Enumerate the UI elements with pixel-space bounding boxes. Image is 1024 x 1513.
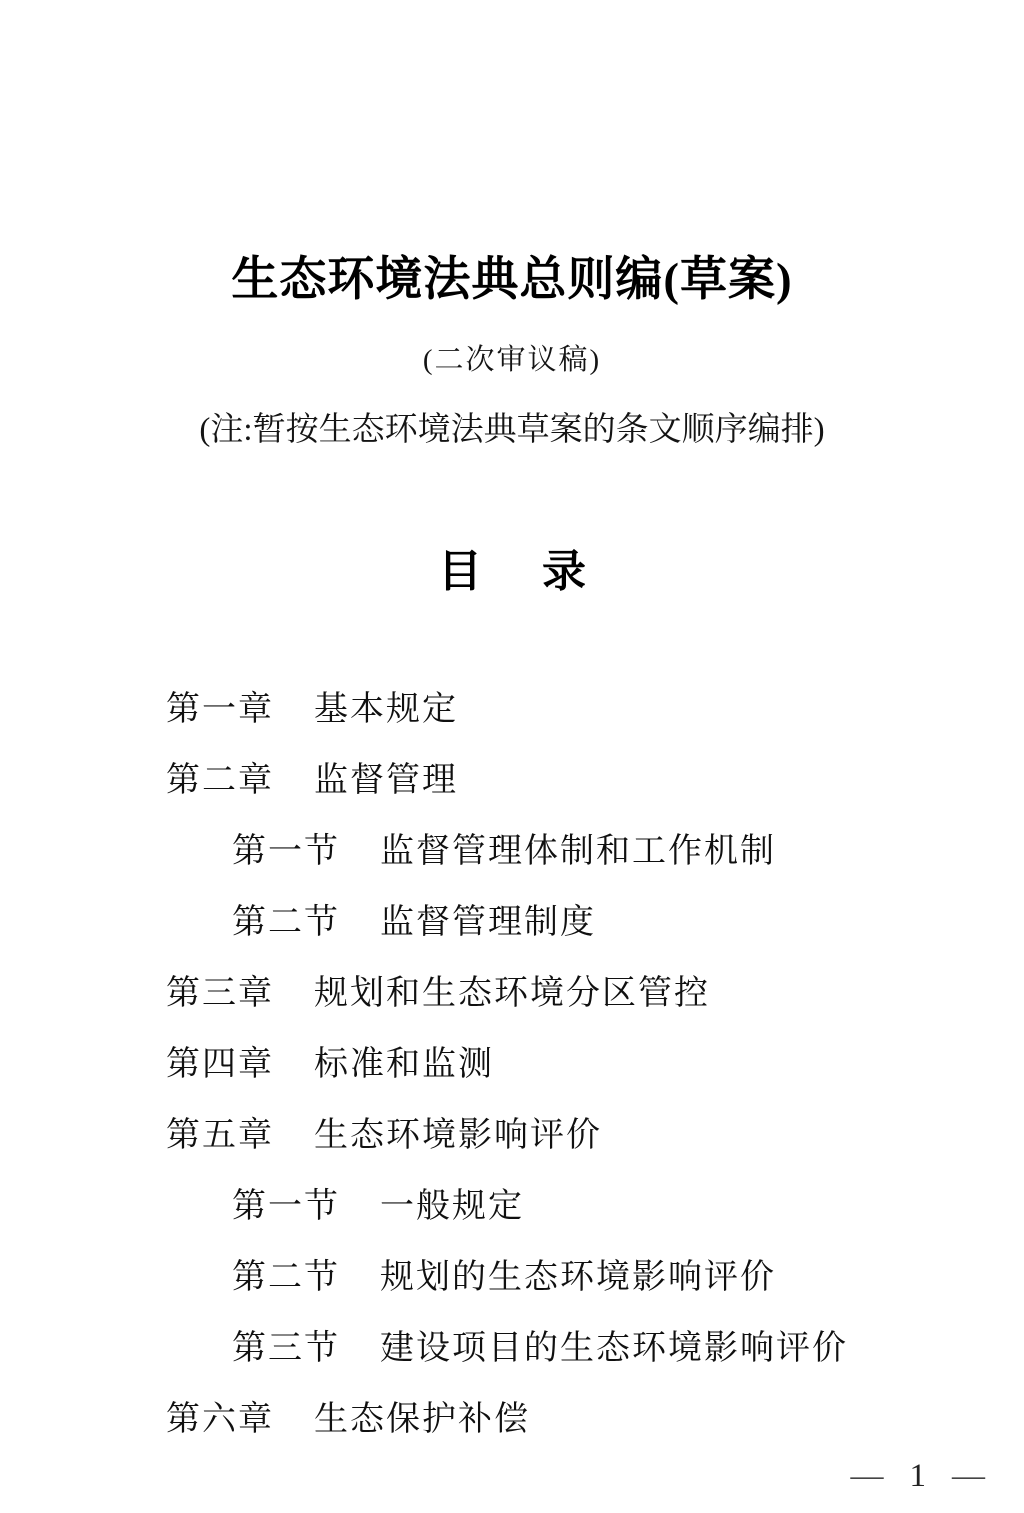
toc-entry-chapter-2-section-2 [232, 887, 1024, 958]
toc-entry-label: 第二章 [166, 761, 274, 799]
toc-entry-label: 第五章 [166, 1116, 274, 1154]
toc-entry-title: 生态保护补偿 [314, 1400, 530, 1438]
toc-entry-title: 基本规定 [314, 690, 458, 728]
toc-entry-label: 第一节 [232, 832, 340, 870]
toc-entry-title: 监督管理体制和工作机制 [380, 832, 776, 870]
toc-entry-chapter-6 [166, 1384, 1024, 1455]
document-note: (注:暂按生态环境法典草案的条文顺序编排) [199, 412, 825, 449]
toc-heading [0, 549, 1024, 595]
toc-entry-chapter-5-section-3 [232, 1313, 1024, 1384]
toc-entry-chapter-4 [166, 1029, 1024, 1100]
toc-entry-chapter-1 [166, 674, 1024, 745]
toc-heading-char-1: 目 [438, 547, 482, 597]
toc-entry-label: 第二节 [232, 903, 340, 941]
toc-entry-chapter-3 [166, 958, 1024, 1029]
toc-entry-label: 第三节 [232, 1329, 340, 1367]
toc-entry-title: 监督管理 [314, 761, 458, 799]
toc-entry-label: 第一章 [166, 690, 274, 728]
table-of-contents [0, 674, 1024, 1455]
toc-entry-label: 第四章 [166, 1045, 274, 1083]
toc-entry-title: 建设项目的生态环境影响评价 [380, 1329, 848, 1367]
toc-entry-chapter-2 [166, 745, 1024, 816]
toc-entry-label: 第二节 [232, 1258, 340, 1296]
page-number: 1 [909, 1458, 926, 1494]
toc-entry-title: 规划的生态环境影响评价 [380, 1258, 776, 1296]
toc-entry-title: 标准和监测 [314, 1045, 494, 1083]
toc-entry-title: 规划和生态环境分区管控 [314, 974, 710, 1012]
page-footer [851, 1458, 986, 1495]
toc-entry-label: 第六章 [166, 1400, 274, 1438]
toc-heading-char-2: 录 [542, 547, 586, 597]
document-title: 生态环境法典总则编(草案) [231, 254, 793, 306]
toc-entry-chapter-5 [166, 1100, 1024, 1171]
document-subtitle: (二次审议稿) [422, 344, 602, 377]
footer-dash-left: — [850, 1458, 884, 1494]
toc-entry-label: 第一节 [232, 1187, 340, 1225]
toc-entry-chapter-2-section-1 [232, 816, 1024, 887]
toc-entry-chapter-5-section-2 [232, 1242, 1024, 1313]
toc-entry-title: 监督管理制度 [380, 903, 596, 941]
footer-dash-right: — [952, 1458, 985, 1494]
toc-entry-title: 生态环境影响评价 [314, 1116, 602, 1154]
toc-entry-chapter-5-section-1 [232, 1171, 1024, 1242]
toc-entry-label: 第三章 [166, 974, 274, 1012]
toc-entry-title: 一般规定 [380, 1187, 524, 1225]
